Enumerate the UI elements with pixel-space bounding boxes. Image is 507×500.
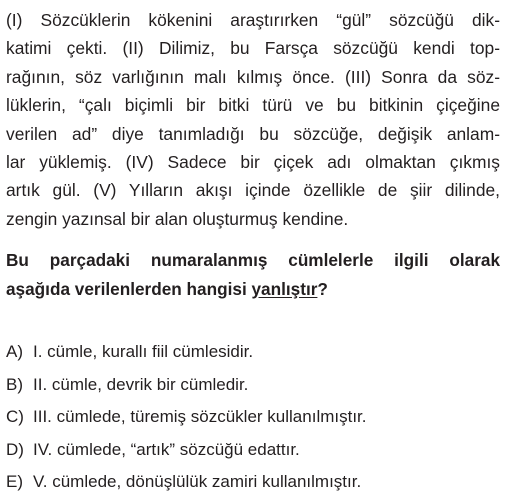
question-suffix: ? — [317, 278, 328, 299]
option-letter: D) — [6, 439, 24, 459]
passage-line: zengin yazınsal bir alan oluşturmuş kendine. — [6, 208, 349, 229]
question-line-2 — [6, 275, 500, 304]
passage-line: katimi çekti. (II) Dilimiz, bu Farsça sözcüğü kendi top- — [6, 38, 500, 59]
passage-line: lar yüklemiş. (IV) Sadece bir çiçek adı olmaktan çıkmış — [6, 151, 500, 172]
passage-line: verilen ad” diye tanımladığı bu sözcüğe, değişik anlam- — [6, 123, 500, 144]
option-c[interactable] — [6, 401, 500, 434]
option-letter: E) — [6, 472, 23, 491]
option-letter: C) — [6, 407, 24, 426]
passage-line: artık gül. (V) Yılların akışı içinde özellikle de şiir dilinde, — [6, 180, 500, 201]
question-prefix: aşağıda verilenlerden hangisi — [6, 278, 252, 299]
option-text: III. cümlede, türemiş sözcükler kullanılmıştır. — [33, 407, 367, 426]
answer-options — [6, 336, 500, 499]
option-a[interactable] — [6, 336, 500, 369]
question-stem — [6, 246, 500, 303]
question-line-1: Bu parçadaki numaralanmış cümlelerle ilgili olarak — [6, 250, 500, 270]
option-text: I. cümle, kurallı fiil cümlesidir. — [33, 342, 254, 361]
option-e[interactable] — [6, 466, 500, 499]
passage-line: (I) Sözcüklerin kökenini araştırırken “gül” sözcüğü dik- — [6, 10, 500, 30]
passage-text — [6, 6, 500, 233]
passage-line: lüklerin, “çalı biçimli bir bitki türü ve bu bitkinin çiçeğine — [6, 95, 500, 116]
passage-line: rağının, söz varlığının malı kılmış önce. (III) Sonra da söz- — [6, 66, 500, 87]
question-emphasis: yanlıştır — [251, 278, 318, 299]
option-letter: B) — [6, 374, 23, 394]
option-d[interactable] — [6, 434, 500, 467]
option-text: II. cümle, devrik bir cümledir. — [33, 374, 249, 394]
option-text: IV. cümlede, “artık” sözcüğü edattır. — [33, 439, 300, 459]
option-letter: A) — [6, 342, 23, 361]
option-text: V. cümlede, dönüşlülük zamiri kullanılmıştır. — [33, 472, 362, 491]
option-b[interactable] — [6, 369, 500, 402]
